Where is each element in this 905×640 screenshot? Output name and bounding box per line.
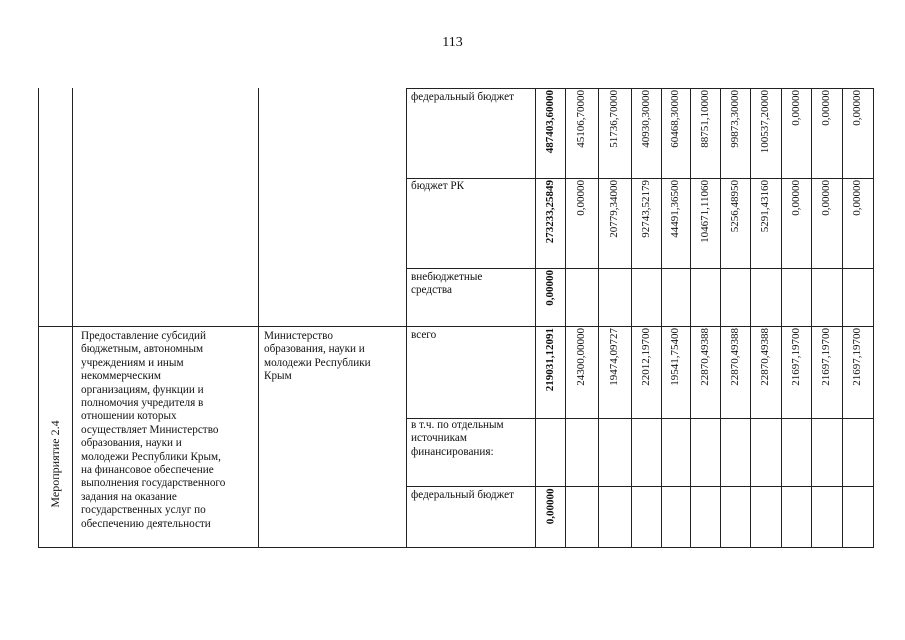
year-value-cell: 22870,49388	[759, 328, 771, 386]
year-value-cell: 60468,30000	[669, 90, 681, 148]
source-label: федеральный бюджет	[411, 91, 514, 103]
year-value-cell: 21697,19700	[820, 328, 832, 386]
year-value-cell: 21697,19700	[851, 328, 863, 386]
year-value-cell: 104671,11060	[699, 180, 711, 243]
year-value-cell	[728, 488, 742, 545]
total-cell: 219031,12091	[544, 328, 556, 392]
year-value-cell: 19541,75400	[669, 328, 681, 386]
year-value-cell: 5291,43160	[759, 180, 771, 233]
year-value-cell	[728, 420, 742, 484]
source-label: всего	[411, 329, 437, 341]
year-value-cell: 100537,20000	[759, 90, 771, 154]
measure-description: Предоставление субсидий бюджетным, автономным учреждениям и иным некоммерческим организациям, функции и полномочия учредителя в отношении которых осуществляет Министерство образования, науки и молодежи Республики Крым, на финансовое обеспечение выполнения государственного задания на оказание государственных услуг по обеспечению деятельности	[81, 330, 226, 530]
year-value-cell	[668, 420, 682, 484]
measure-name: Мероприятие 2.4	[48, 420, 62, 508]
year-value-cell	[819, 420, 833, 484]
total-cell: 273233,25849	[544, 180, 556, 244]
year-value-cell	[698, 270, 712, 324]
year-value-cell	[607, 488, 621, 545]
source-label: бюджет РК	[411, 180, 465, 192]
year-value-cell: 22012,19700	[640, 328, 652, 386]
year-value-cell	[607, 270, 621, 324]
total-cell: 0,00000	[544, 270, 556, 306]
year-value-cell	[574, 420, 588, 484]
year-value-cell	[574, 488, 588, 545]
year-value-cell: 0,00000	[790, 180, 802, 216]
year-value-cell	[639, 488, 653, 545]
year-value-cell: 19474,09727	[608, 328, 620, 386]
responsible-executor: Министерство образования, науки и молодежи Республики Крым	[264, 330, 371, 383]
year-value-cell: 5256,48950	[729, 180, 741, 233]
year-value-cell: 44491,36500	[669, 180, 681, 238]
year-value-cell	[789, 270, 803, 324]
source-label: внебюджетные средства	[411, 271, 483, 297]
year-value-cell: 92743,52179	[640, 180, 652, 238]
year-value-cell: 22870,49388	[729, 328, 741, 386]
year-value-cell: 20779,34000	[608, 180, 620, 238]
year-value-cell: 51736,70000	[608, 90, 620, 148]
year-value-cell	[819, 488, 833, 545]
year-value-cell: 0,00000	[851, 90, 863, 126]
year-value-cell	[758, 270, 772, 324]
year-value-cell	[607, 420, 621, 484]
source-label: в т.ч. по отдельным источникам финансирования:	[411, 419, 504, 458]
year-value-cell	[758, 488, 772, 545]
year-value-cell	[668, 488, 682, 545]
total-cell: 487403,60000	[544, 90, 556, 154]
year-value-cell: 0,00000	[820, 180, 832, 216]
year-value-cell	[819, 270, 833, 324]
page-number: 113	[442, 35, 463, 50]
year-value-cell: 0,00000	[575, 180, 587, 216]
year-value-cell	[639, 420, 653, 484]
year-value-cell	[789, 420, 803, 484]
financing-table	[38, 88, 874, 548]
year-value-cell	[850, 488, 864, 545]
year-value-cell	[789, 488, 803, 545]
year-value-cell: 21697,19700	[790, 328, 802, 386]
year-value-cell: 22870,49388	[699, 328, 711, 386]
year-value-cell	[639, 270, 653, 324]
year-value-cell	[698, 488, 712, 545]
year-value-cell: 45106,70000	[575, 90, 587, 148]
source-label: федеральный бюджет	[411, 489, 514, 501]
year-value-cell	[850, 270, 864, 324]
year-value-cell: 40930,30000	[640, 90, 652, 148]
year-value-cell: 24300,00000	[575, 328, 587, 386]
year-value-cell	[758, 420, 772, 484]
year-value-cell	[668, 270, 682, 324]
year-value-cell: 0,00000	[820, 90, 832, 126]
year-value-cell	[698, 420, 712, 484]
year-value-cell: 99873,30000	[729, 90, 741, 148]
year-value-cell: 88751,10000	[699, 90, 711, 148]
total-cell: 0,00000	[544, 488, 556, 524]
year-value-cell	[850, 420, 864, 484]
year-value-cell: 0,00000	[790, 90, 802, 126]
total-cell	[543, 420, 557, 484]
year-value-cell	[574, 270, 588, 324]
year-value-cell: 0,00000	[851, 180, 863, 216]
year-value-cell	[728, 270, 742, 324]
